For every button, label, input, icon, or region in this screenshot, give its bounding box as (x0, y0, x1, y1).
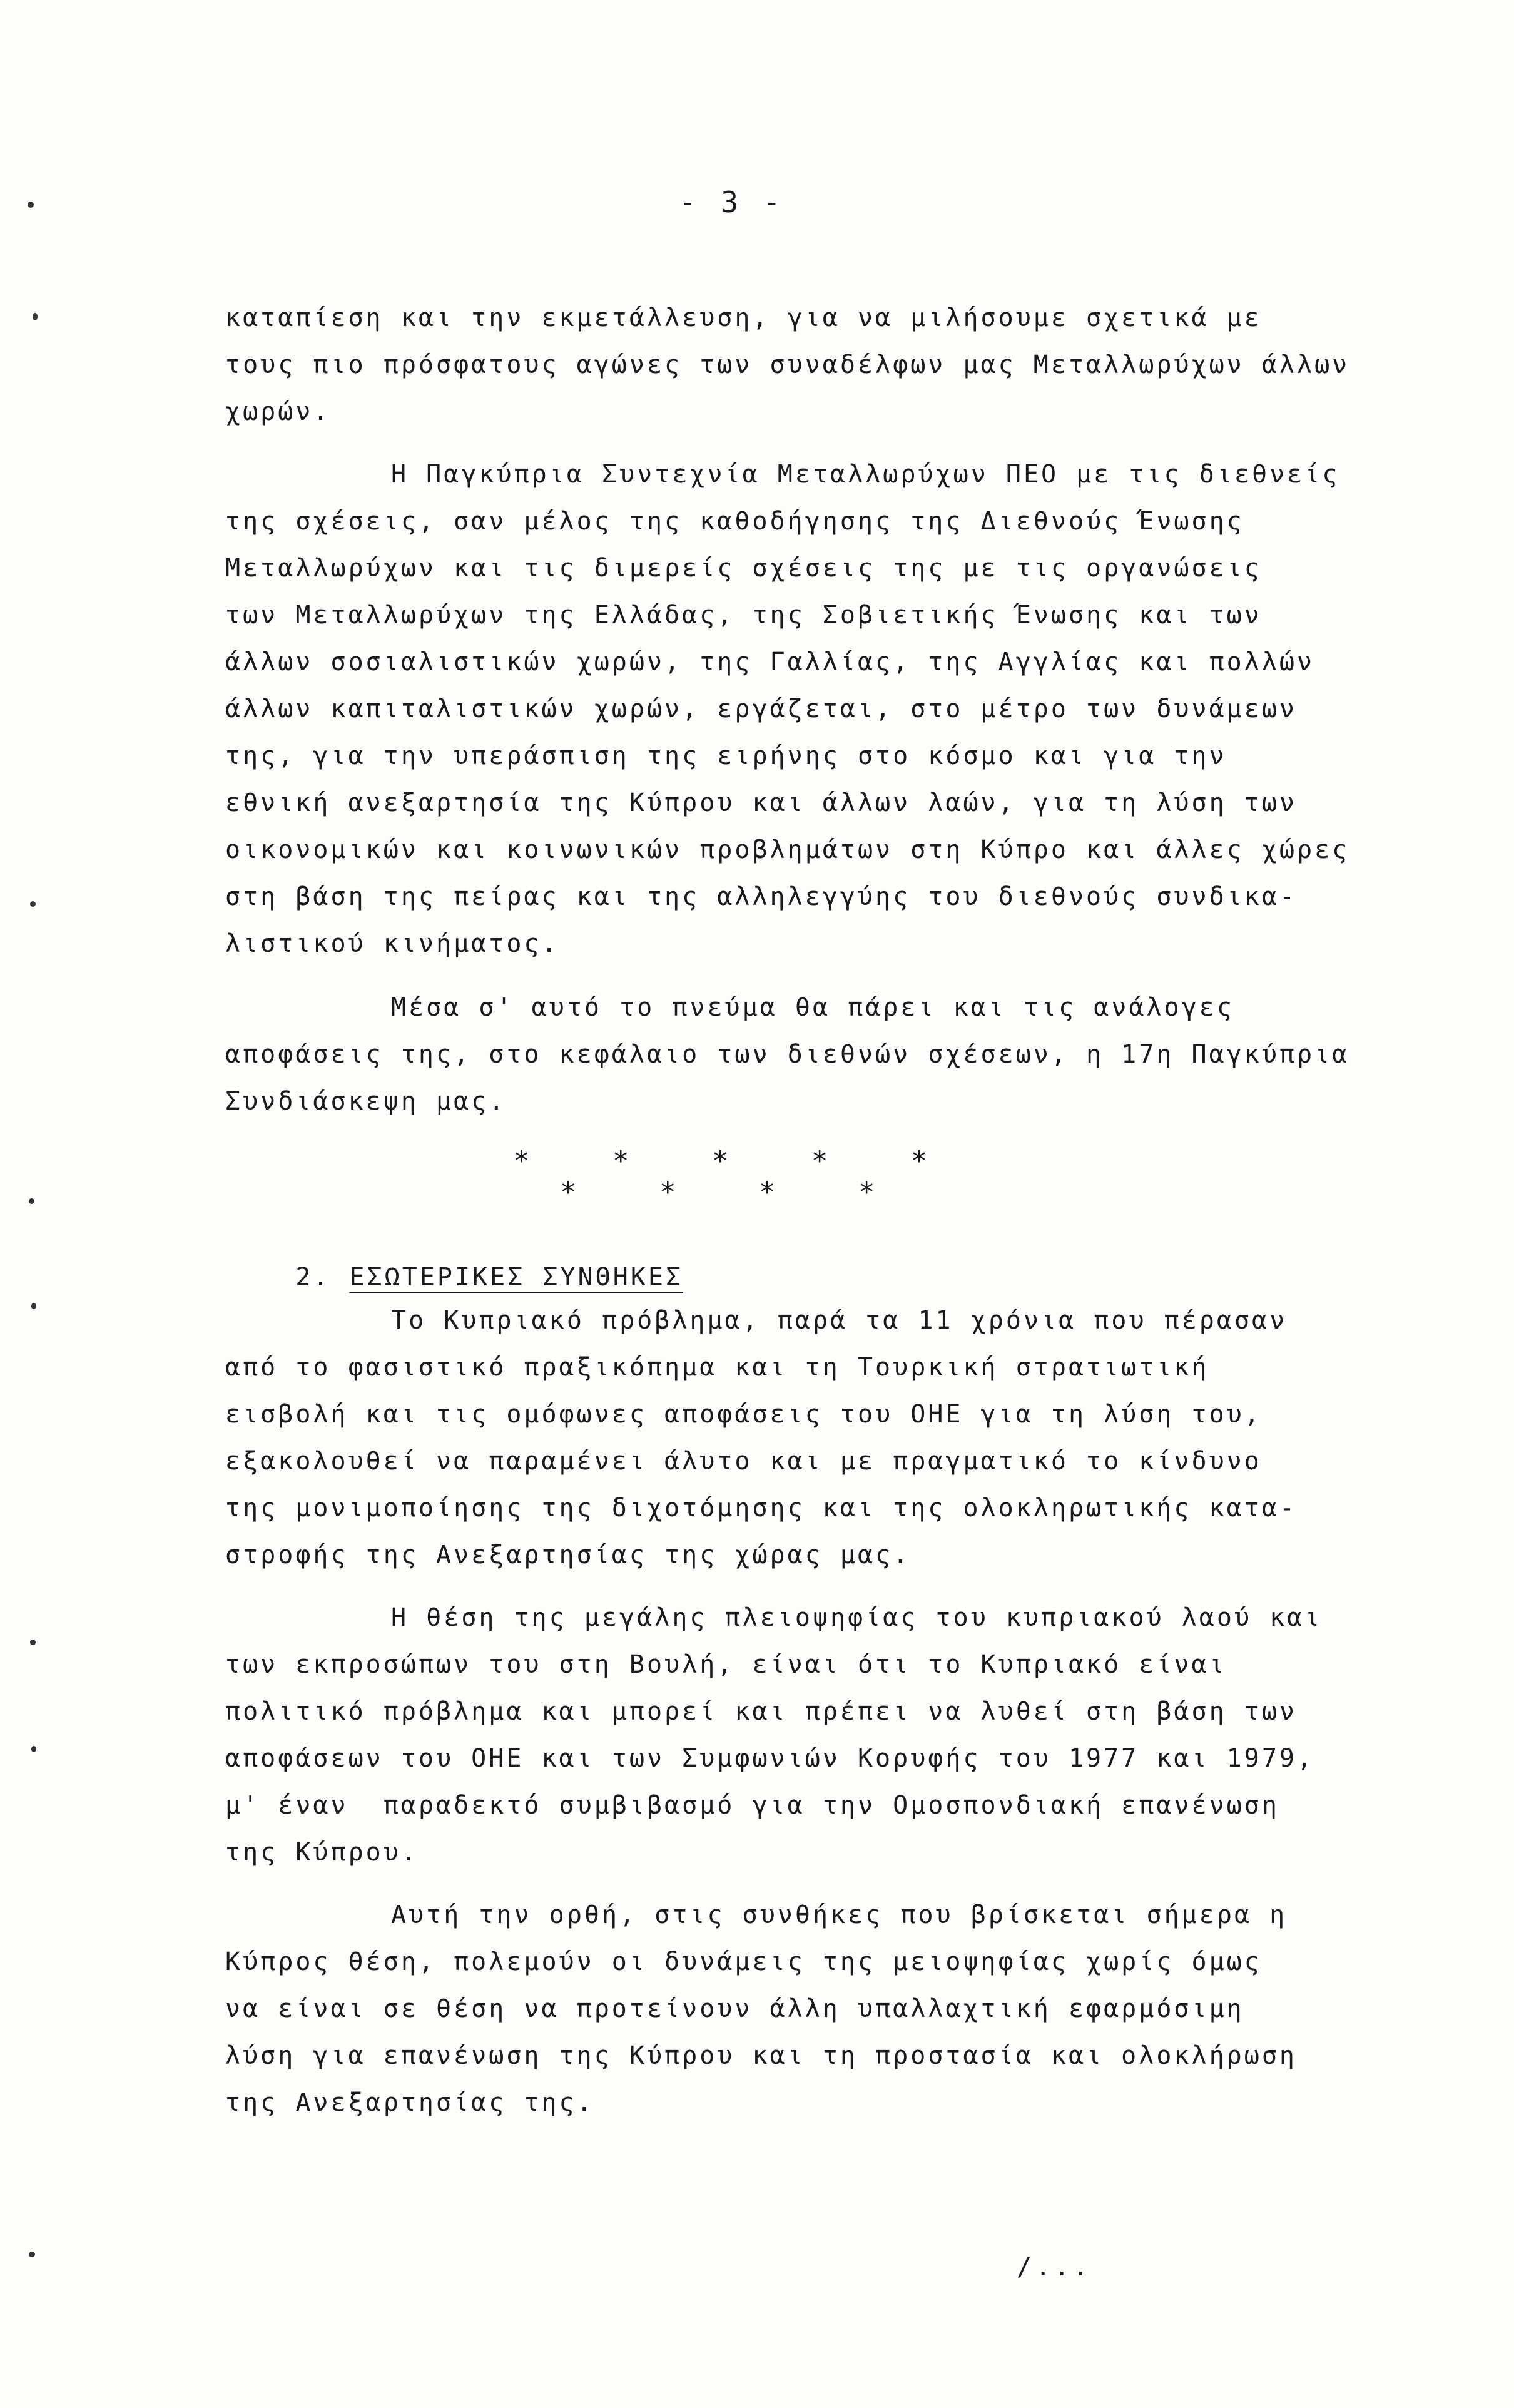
paragraph-3-line-2: από το φασιστικό πραξικόπημα και τη Τουρκική στρατιωτική (225, 1353, 1209, 1382)
paragraph-2-line-1: Μέσα σ' αυτό το πνεύμα θα πάρει και τις ανάλογες (391, 993, 1234, 1022)
separator-stars-row-1: * * * * * (513, 1145, 928, 1177)
paragraph-1-line-9: οικονομικών και κοινωνικών προβλημάτων στη Κύπρο και άλλες χώρες (225, 835, 1350, 864)
section-title: ΕΣΩΤΕΡΙΚΕΣ ΣΥΝΘΗΚΕΣ (349, 1263, 684, 1292)
paragraph-1-line-6: άλλων καπιταλιστικών χωρών, εργάζεται, στο μέτρο των δυνάμεων (225, 695, 1298, 723)
scan-speck (29, 1198, 34, 1204)
scan-speck (29, 2252, 35, 2257)
paragraph-1-line-11: λιστικού κινήματος. (225, 929, 559, 958)
continuation-mark: /... (1017, 2253, 1092, 2282)
paragraph-3-line-1: Το Κυπριακό πρόβλημα, παρά τα 11 χρόνια που πέρασαν (391, 1306, 1288, 1335)
paragraph-4-line-5: μ' έναν παραδεκτό συμβιβασμό για την Ομοσπονδιακή επανένωση (225, 1791, 1279, 1820)
paragraph-2-line-2: αποφάσεις της, στο κεφάλαιο των διεθνών σχέσεων, η 17η Παγκύπρια (225, 1040, 1350, 1069)
paragraph-5-line-2: Κύπρος θέση, πολεμούν οι δυνάμεις της μειοψηφίας χωρίς όμως (225, 1947, 1262, 1976)
scan-speck (30, 1640, 36, 1645)
paragraph-5-line-3: να είναι σε θέση να προτείνουν άλλη υπαλλαχτική εφαρμόσιμη (225, 1994, 1244, 2023)
paragraph-1-line-2: της σχέσεις, σαν μέλος της καθοδήγησης της Διεθνούς Ένωσης (225, 507, 1244, 536)
paragraph-2-line-3: Συνδιάσκεψη μας. (225, 1087, 507, 1116)
page-number: - 3 - (679, 185, 785, 219)
scan-speck (30, 901, 36, 907)
paragraph-4-line-1: Η θέση της μεγάλης πλειοψηφίας του κυπριακού λαού και (391, 1603, 1323, 1632)
separator-stars-row-2: * * * * (560, 1176, 875, 1208)
paragraph-1-line-8: εθνική ανεξαρτησία της Κύπρου και άλλων λαών, για τη λύση των (225, 788, 1298, 817)
paragraph-3-line-6: στροφής της Ανεξαρτησίας της χώρας μας. (225, 1541, 911, 1569)
paragraph-4-line-4: αποφάσεων του ΟΗΕ και των Συμφωνιών Κορυφής του 1977 και 1979, (225, 1744, 1315, 1773)
scan-speck (33, 313, 38, 320)
intro-line-3: χωρών. (225, 397, 331, 426)
paragraph-5-line-5: της Ανεξαρτησίας της. (225, 2088, 594, 2117)
paragraph-3-line-4: εξακολουθεί να παραμένει άλυτο και με πραγματικό το κίνδυνο (225, 1447, 1262, 1476)
paragraph-4-line-6: της Κύπρου. (225, 1838, 419, 1867)
paragraph-1-line-4: των Μεταλλωρύχων της Ελλάδας, της Σοβιετικής Ένωσης και των (225, 601, 1262, 630)
paragraph-3-line-5: της μονιμοποίησης της διχοτόμησης και της ολοκληρωτικής κατα- (225, 1494, 1298, 1523)
paragraph-1-line-10: στη βάση της πείρας και της αλληλεγγύης του διεθνούς συνδικα- (225, 882, 1298, 911)
intro-line-1: καταπίεση και την εκμετάλλευση, για να μιλήσουμε σχετικά με (225, 304, 1262, 332)
paragraph-1-line-3: Μεταλλωρύχων και τις διμερείς σχέσεις της με τις οργανώσεις (225, 554, 1262, 583)
paragraph-3-line-3: εισβολή και τις ομόφωνες αποφάσεις του ΟΗΕ για τη λύση του, (225, 1400, 1262, 1429)
scan-speck (31, 1303, 36, 1309)
scan-speck (28, 202, 34, 208)
intro-line-2: τους πιο πρόσφατους αγώνες των συναδέλφων μας Μεταλλωρύχων άλλων (225, 350, 1350, 379)
section-number: 2. (295, 1263, 331, 1292)
paragraph-1-line-5: άλλων σοσιαλιστικών χωρών, της Γαλλίας, της Αγγλίας και πολλών (225, 648, 1315, 676)
paragraph-5-line-1: Αυτή την ορθή, στις συνθήκες που βρίσκεται σήμερα η (391, 1900, 1288, 1929)
paragraph-1-line-7: της, για την υπεράσπιση της ειρήνης στο κόσμο και για την (225, 742, 1227, 770)
paragraph-1-line-1: Η Παγκύπρια Συντεχνία Μεταλλωρύχων ΠΕΟ με τις διεθνείς (391, 460, 1340, 489)
paragraph-4-line-3: πολιτικό πρόβλημα και μπορεί και πρέπει να λυθεί στη βάση των (225, 1697, 1298, 1726)
scan-speck (31, 1746, 36, 1752)
paragraph-4-line-2: των εκπροσώπων του στη Βουλή, είναι ότι το Κυπριακό είναι (225, 1650, 1227, 1679)
paragraph-5-line-4: λύση για επανένωση της Κύπρου και τη προστασία και ολοκλήρωση (225, 2041, 1298, 2070)
